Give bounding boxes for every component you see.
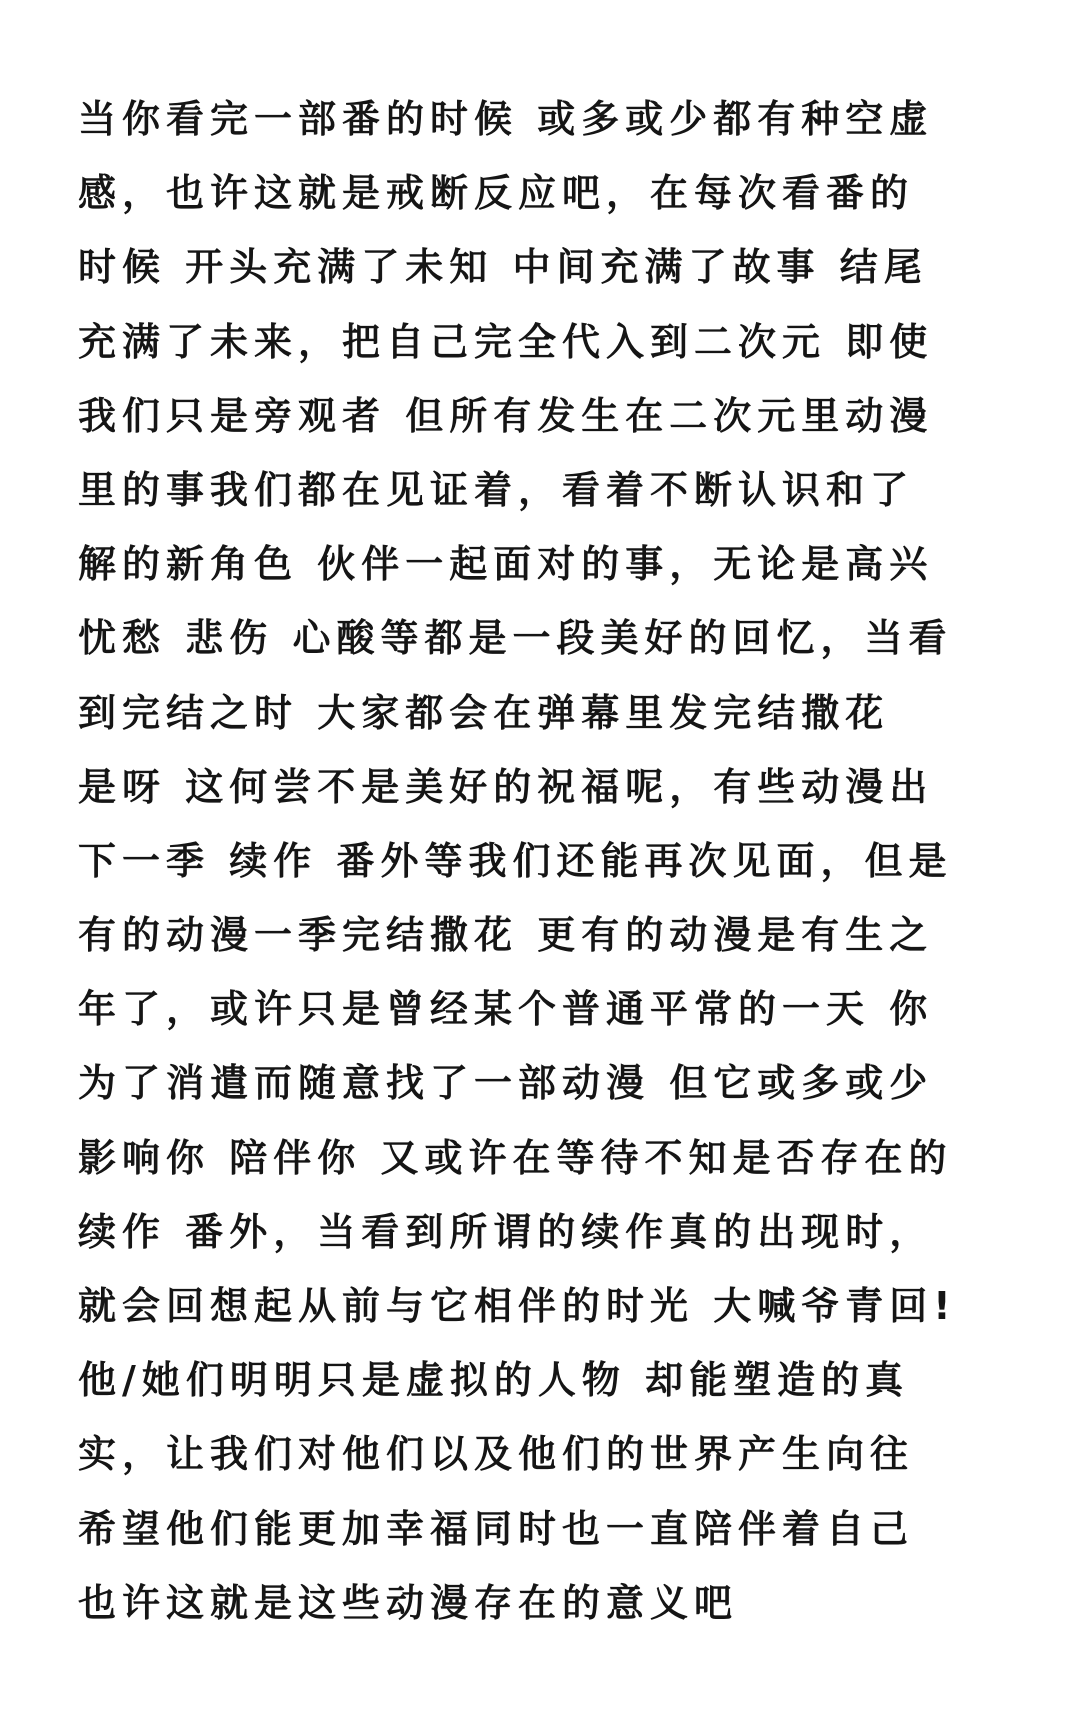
text-line-21: 也许这就是这些动漫存在的意义吧 [78,1580,739,1625]
text-line-7: 解的新角色 伙伴一起面对的事，无论是高兴 [78,542,934,587]
text-line-5: 我们只是旁观者 但所有发生在二次元里动漫 [78,393,934,438]
text-line-3: 时候 开头充满了未知 中间充满了故事 结尾 [78,245,928,290]
text-line-8: 忧愁 悲伤 心酸等都是一段美好的回忆，当看 [78,616,953,661]
text-line-13: 年了，或许只是曾经某个普通平常的一天 你 [78,987,934,1032]
text-line-19: 实，让我们对他们以及他们的世界产生向往 [78,1432,915,1477]
text-line-2: 感，也许这就是戒断反应吧，在每次看番的 [78,171,915,216]
text-line-10: 是呀 这何尝不是美好的祝福呢，有些动漫出 [78,764,934,809]
text-line-11: 下一季 续作 番外等我们还能再次见面，但是 [78,838,953,883]
text-line-9: 到完结之时 大家都会在弹幕里发完结撒花 [78,690,890,735]
text-line-15: 影响你 陪伴你 又或许在等待不知是否存在的 [78,1135,953,1180]
essay-text-block [78,82,1018,1640]
text-line-17: 就会回想起从前与它相伴的时光 大喊爷青回! [78,1284,957,1328]
text-line-4: 充满了未来，把自己完全代入到二次元 即使 [78,319,934,364]
text-line-20: 希望他们能更加幸福同时也一直陪伴着自己 [78,1506,915,1551]
text-line-12: 有的动漫一季完结撒花 更有的动漫是有生之 [78,913,934,958]
text-line-6: 里的事我们都在见证着，看着不断认识和了 [78,467,915,512]
text-line-16: 续作 番外，当看到所谓的续作真的出现时， [78,1209,934,1254]
text-line-18: 他/她们明明只是虚拟的人物 却能塑造的真 [78,1358,910,1403]
text-line-14: 为了消遣而随意找了一部动漫 但它或多或少 [78,1061,934,1106]
text-line-1: 当你看完一部番的时候 或多或少都有种空虚 [78,97,934,141]
